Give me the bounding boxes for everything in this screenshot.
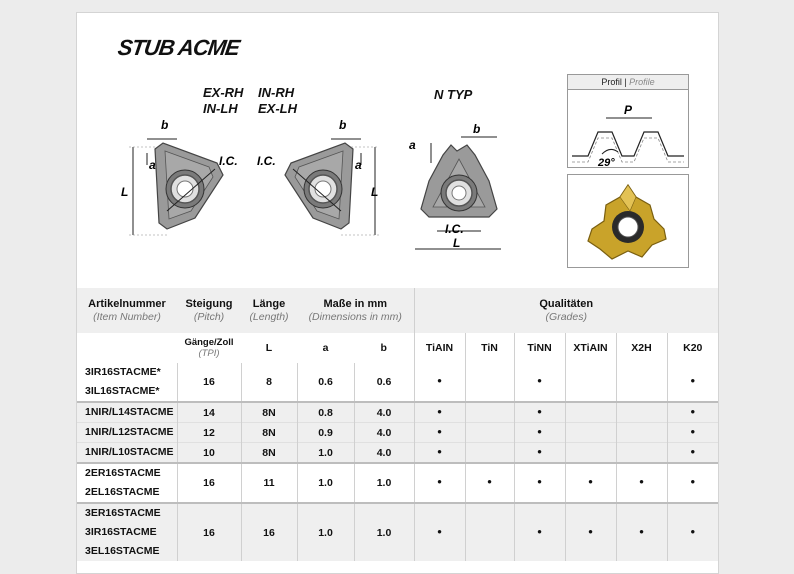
label-in-lh: IN-LH: [203, 101, 238, 116]
cell-grade-k20: [667, 363, 718, 402]
cell-b: 1.0: [354, 503, 414, 561]
cell-grade-xtiain: [565, 443, 616, 464]
cell-grade-tinn: [514, 363, 565, 402]
page-title: STUB ACME: [116, 35, 241, 60]
gold-insert-picture: [568, 175, 688, 267]
cell-b: 4.0: [354, 402, 414, 423]
item-number: 3ER16STACME: [85, 507, 161, 519]
cell-length: 8N: [241, 423, 297, 443]
grade-available-dot: •: [437, 423, 442, 439]
cell-grade-xtiain: [565, 402, 616, 423]
cell-grade-tinn: [514, 443, 565, 464]
cell-grade-x2h: [616, 503, 667, 561]
cell-grade-xtiain: [565, 463, 616, 503]
cell-item-number: [77, 443, 177, 464]
header-length: Länge (Length): [249, 297, 289, 323]
cell-grade-k20: [667, 402, 718, 423]
cell-item-number: [77, 463, 177, 503]
cell-length: 8N: [241, 443, 297, 464]
grade-available-dot: •: [639, 474, 644, 489]
table-row: [77, 443, 718, 464]
cell-length: 8N: [241, 402, 297, 423]
grade-available-dot: •: [437, 523, 442, 539]
cell-a: 1.0: [297, 443, 354, 464]
cell-grade-tiain: [414, 363, 465, 402]
grade-available-dot: •: [639, 523, 644, 539]
cell-a: 0.6: [297, 363, 354, 402]
cell-grade-x2h: [616, 443, 667, 464]
subheader-grade-x2h: X2H: [616, 333, 667, 363]
label-ex-rh: EX-RH: [203, 85, 244, 100]
cell-tpi: 14: [177, 402, 241, 423]
label-l-ntyp: L: [453, 236, 461, 250]
table-body: [77, 363, 718, 561]
insert-photo: [567, 174, 689, 268]
cell-grade-k20: [667, 423, 718, 443]
item-number: 2EL16STACME: [85, 486, 160, 498]
subheader-l: L: [265, 342, 273, 354]
item-number: 3IL16STACME*: [85, 385, 160, 397]
cell-tpi: 10: [177, 443, 241, 464]
label-b-middle: b: [339, 118, 347, 132]
cell-grade-tiain: [414, 423, 465, 443]
subheader-grade-tinn: TiNN: [514, 333, 565, 363]
cell-grade-x2h: [616, 363, 667, 402]
grade-available-dot: •: [690, 523, 696, 539]
label-ic-middle: I.C.: [257, 154, 276, 168]
cell-b: 1.0: [354, 463, 414, 503]
table-subheader-row: [77, 333, 718, 363]
cell-grade-tinn: [514, 402, 565, 423]
grade-available-dot: •: [437, 373, 442, 388]
item-number: 3IR16STACME: [85, 526, 157, 538]
grade-available-dot: •: [537, 373, 542, 388]
cell-grade-tinn: [514, 463, 565, 503]
cell-grade-tinn: [514, 503, 565, 561]
subheader-grade-tiain: TiAIN: [414, 333, 465, 363]
cell-grade-xtiain: [565, 363, 616, 402]
subheader-tpi: Gänge/Zoll (TPI): [184, 337, 234, 359]
cell-grade-xtiain: [565, 423, 616, 443]
subheader-grade-tin: TiN: [465, 333, 514, 363]
table-row: [77, 463, 718, 503]
label-b-left: b: [161, 118, 169, 132]
item-number: 3EL16STACME: [85, 545, 160, 557]
subheader-item: [77, 333, 177, 363]
cell-grade-tin: [465, 503, 514, 561]
grade-available-dot: •: [537, 474, 542, 489]
grade-available-dot: •: [537, 403, 542, 419]
cell-grade-tiain: [414, 463, 465, 503]
grade-available-dot: •: [588, 523, 593, 539]
table-header-row: [77, 288, 718, 333]
profile-p-label: P: [624, 103, 633, 117]
subheader-b: b: [380, 342, 387, 354]
cell-tpi: 12: [177, 423, 241, 443]
cell-grade-k20: [667, 443, 718, 464]
cell-grade-tin: [465, 443, 514, 464]
catalog-page: [76, 12, 719, 574]
label-ic-left: I.C.: [219, 154, 238, 168]
header-grades: Qualitäten (Grades): [414, 288, 718, 333]
cell-a: 1.0: [297, 463, 354, 503]
profile-sep: |: [621, 77, 630, 87]
table-row: [77, 402, 718, 423]
cell-b: 0.6: [354, 363, 414, 402]
cell-b: 4.0: [354, 443, 414, 464]
grade-available-dot: •: [537, 423, 542, 439]
cell-grade-tiain: [414, 402, 465, 423]
cell-grade-tinn: [514, 423, 565, 443]
insert-middle-drawing: [285, 139, 379, 235]
cell-grade-tin: [465, 463, 514, 503]
cell-grade-tin: [465, 423, 514, 443]
label-l-left: L: [121, 185, 129, 199]
cell-length: 16: [241, 503, 297, 561]
item-number: 1NIR/L10STACME: [85, 446, 174, 458]
item-number: 1NIR/L14STACME: [85, 406, 174, 418]
label-ic-ntyp: I.C.: [445, 222, 464, 236]
cell-grade-x2h: [616, 463, 667, 503]
label-b-ntyp: b: [473, 122, 481, 136]
cell-grade-k20: [667, 503, 718, 561]
cell-grade-tin: [465, 363, 514, 402]
grade-available-dot: •: [537, 523, 542, 539]
cell-length: 8: [241, 363, 297, 402]
label-a-left: a: [149, 158, 156, 172]
label-a-ntyp: a: [409, 138, 416, 152]
table-row: [77, 503, 718, 561]
thread-profile-drawing: [568, 90, 688, 166]
grade-available-dot: •: [690, 403, 696, 419]
insert-left-drawing: [129, 139, 223, 235]
cell-grade-tiain: [414, 443, 465, 464]
cell-a: 0.9: [297, 423, 354, 443]
header-dims: Maße in mm (Dimensions in mm): [308, 297, 402, 323]
subheader-grade-xtiain: XTiAIN: [565, 333, 616, 363]
header-pitch: Steigung (Pitch): [185, 297, 233, 323]
label-a-middle: a: [355, 158, 362, 172]
grade-available-dot: •: [437, 403, 442, 419]
cell-tpi: 16: [177, 503, 241, 561]
item-number: 3IR16STACME*: [85, 366, 161, 378]
cell-item-number: [77, 402, 177, 423]
cell-grade-tin: [465, 402, 514, 423]
grade-available-dot: •: [690, 373, 696, 388]
cell-item-number: [77, 503, 177, 561]
header-item: Artikelnummer (Item Number): [88, 297, 166, 323]
cell-tpi: 16: [177, 363, 241, 402]
label-n-typ: N TYP: [434, 87, 473, 102]
item-number: 2ER16STACME: [85, 467, 161, 479]
cell-a: 1.0: [297, 503, 354, 561]
grade-available-dot: •: [690, 474, 696, 489]
profile-angle-label: 29°: [598, 157, 615, 166]
grade-available-dot: •: [437, 474, 442, 489]
label-ex-lh: EX-LH: [258, 101, 297, 116]
profile-header: [568, 75, 688, 90]
cell-grade-x2h: [616, 423, 667, 443]
label-in-rh: IN-RH: [258, 85, 295, 100]
cell-b: 4.0: [354, 423, 414, 443]
grade-available-dot: •: [690, 423, 696, 439]
grade-available-dot: •: [487, 474, 492, 489]
cell-grade-tiain: [414, 503, 465, 561]
cell-a: 0.8: [297, 402, 354, 423]
grade-available-dot: •: [588, 474, 593, 489]
profile-label-de: Profil: [601, 77, 622, 87]
cell-item-number: [77, 423, 177, 443]
item-number: 1NIR/L12STACME: [85, 426, 174, 438]
grade-available-dot: •: [437, 443, 442, 459]
cell-grade-x2h: [616, 402, 667, 423]
grade-available-dot: •: [537, 443, 542, 459]
label-l-middle: L: [371, 185, 379, 199]
profile-label-en: Profile: [629, 77, 655, 87]
subheader-grade-k20: K20: [667, 333, 718, 363]
grade-available-dot: •: [690, 443, 696, 459]
table-row: [77, 423, 718, 443]
cell-length: 11: [241, 463, 297, 503]
table-row: [77, 363, 718, 402]
cell-grade-xtiain: [565, 503, 616, 561]
cell-grade-k20: [667, 463, 718, 503]
profile-box: [567, 74, 689, 168]
subheader-a: a: [322, 342, 329, 354]
cell-tpi: 16: [177, 463, 241, 503]
cell-item-number: [77, 363, 177, 402]
product-table: [77, 288, 718, 561]
